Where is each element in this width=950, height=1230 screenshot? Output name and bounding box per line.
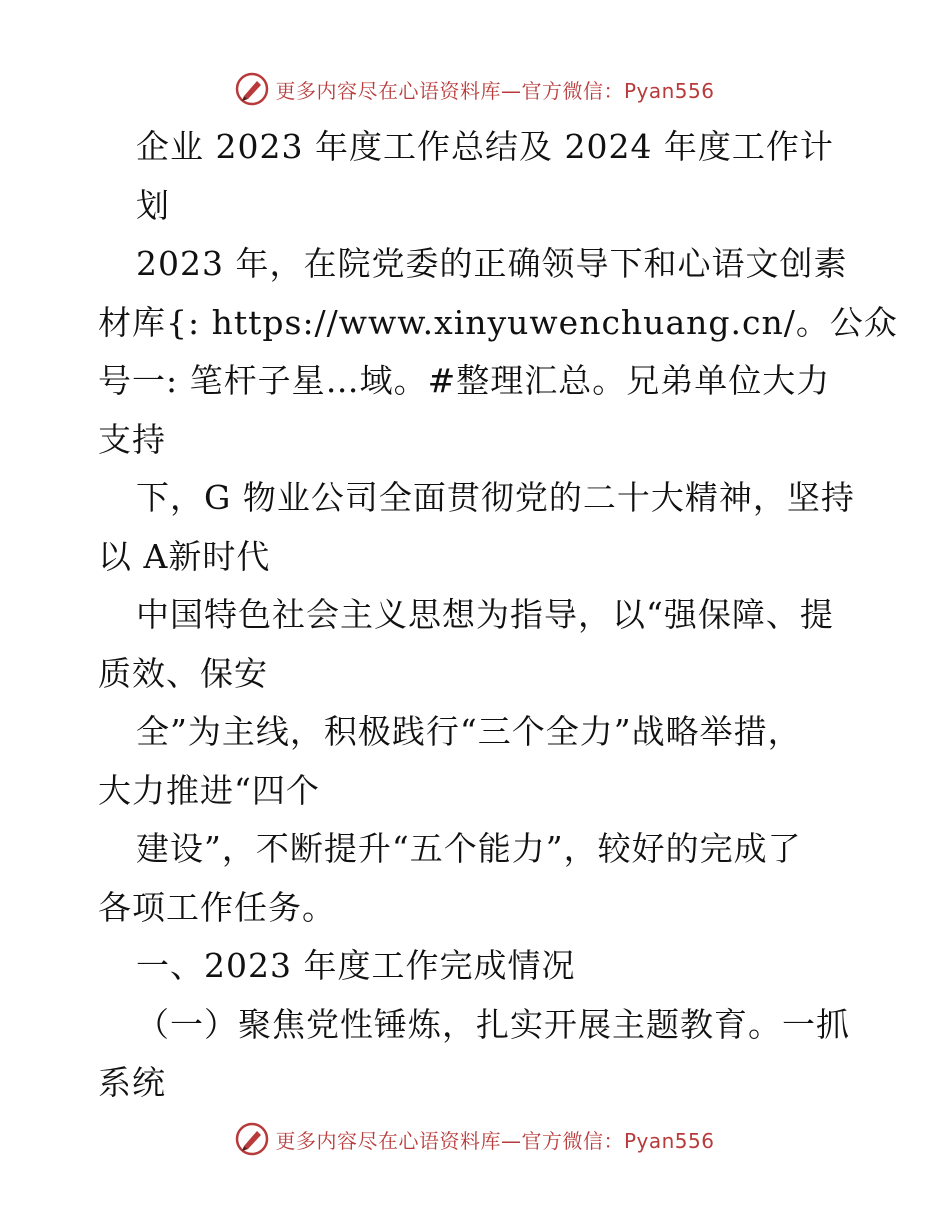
header-watermark-text: 更多内容尽在心语资料库—官方微信：Pyan556 (275, 78, 715, 103)
header-watermark-banner (0, 72, 950, 106)
text-line: 质效、保安 (98, 653, 268, 693)
text-line: 建设”，不断提升“五个能力”，较好的完成了 (136, 829, 802, 868)
footer-watermark-banner (0, 1122, 950, 1156)
section-heading: 一、2023 年度工作完成情况 (136, 946, 576, 985)
pen-logo-icon (235, 1122, 269, 1156)
text-line: 材库{: https://www.xinyuwenchuang.cn/。公众 (98, 302, 898, 342)
text-line: 以 A新时代 (98, 536, 271, 576)
text-line: 企业 2023 年度工作总结及 2024 年度工作计 (136, 127, 834, 166)
text-line: 中国特色社会主义思想为指导，以“强保障、提 (136, 595, 834, 634)
text-line: 各项工作任务。 (98, 887, 336, 927)
footer-watermark-text: 更多内容尽在心语资料库—官方微信：Pyan556 (275, 1128, 715, 1153)
subsection-heading: （一）聚焦党性锤炼，扎实开展主题教育。一抓 (136, 1004, 850, 1044)
text-line: 下，G 物业公司全面贯彻党的二十大精神，坚持 (136, 478, 855, 517)
text-line: 支持 (98, 419, 166, 459)
text-line: 全”为主线，积极践行“三个全力”战略举措， (136, 712, 802, 751)
text-line: 系统 (98, 1063, 166, 1102)
document-body (98, 118, 898, 1113)
text-line: 划 (136, 185, 170, 225)
text-line: 大力推进“四个 (98, 770, 320, 810)
text-line: 2023 年，在院党委的正确领导下和心语文创素 (136, 244, 848, 283)
text-line: 号一: 笔杆子星…域。#整理汇总。兄弟单位大力 (98, 361, 831, 400)
pen-logo-icon (235, 72, 269, 106)
